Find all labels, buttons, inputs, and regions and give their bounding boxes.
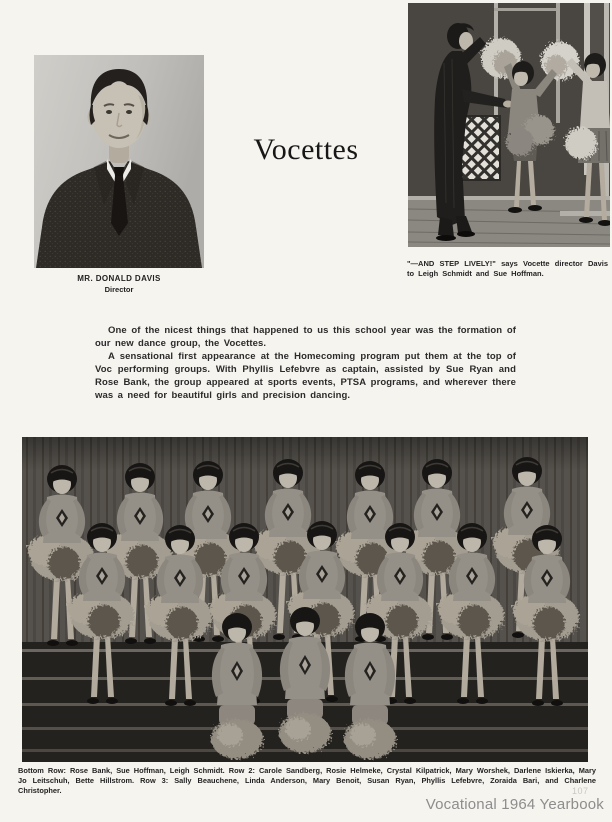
page-number: 107 (572, 786, 589, 796)
body-paragraph-2: A sensational first appearance at the Homecoming program put them at the top of Voc performing groups. With Phyllis Lefebvre as captain, assisted by Sue Ryan and Rose Bank, the group appeared at sports events, PTSA programs, and wherever there was a need for beautiful girls and precision dancing. (95, 351, 516, 401)
body-text (95, 324, 516, 402)
portrait-caption (34, 274, 204, 294)
body-paragraph-1: One of the nicest things that happened to us this school year was the formation of our new dance group, the Vocettes. (95, 325, 516, 349)
page-title: Vocettes (253, 133, 359, 166)
vocettes-group-photo (22, 437, 588, 762)
director-name: MR. DONALD DAVIS (77, 274, 161, 283)
group-photo-caption: Bottom Row: Rose Bank, Sue Hoffman, Leigh Schmidt. Row 2: Carole Sandberg, Rosie Helmeke, Crystal Kilpatrick, Mary Worshek, Darlene Iskierka, Mary Jo Leitschuh, Bette Hillstrom. Row 3: Sally Beauchene, Linda Anderson, Mary Benoit, Susan Ryan, Phyllis Lefebvre, Zoraida Bari, and Charlene Christopher. (18, 766, 596, 795)
step-lively-photo (408, 3, 610, 247)
action-photo-caption: "—AND STEP LIVELY!" says Vocette director Davis to Leigh Schmidt and Sue Hoffman. (407, 259, 608, 278)
director-role: Director (104, 285, 134, 294)
vocettes-group-illustration (22, 437, 588, 762)
director-portrait-illustration (34, 55, 204, 268)
director-portrait-photo (34, 55, 204, 268)
step-lively-illustration (408, 3, 610, 247)
watermark-text: Vocational 1964 Yearbook (425, 796, 604, 813)
